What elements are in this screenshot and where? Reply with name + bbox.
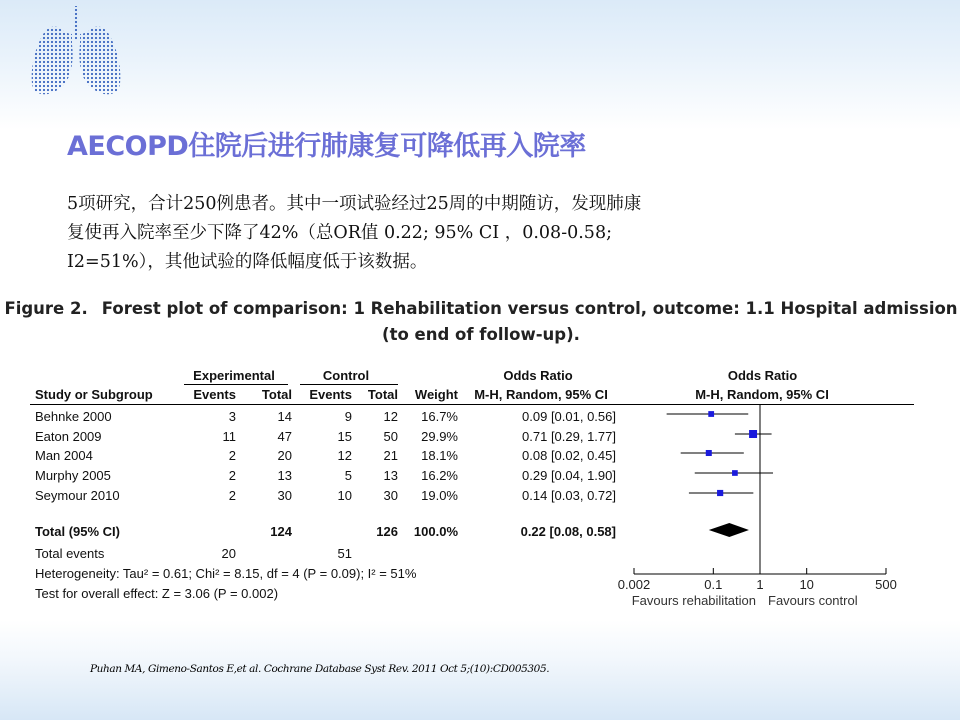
summary-line: I2=51%），其他试验的降低幅度低于该数据。 <box>67 252 428 272</box>
lungs-logo <box>26 4 126 100</box>
point-estimate-square <box>717 490 723 496</box>
group-header-control: Control <box>322 368 370 383</box>
group-header-odds-ratio: Odds Ratio <box>503 368 573 383</box>
exp-events: 2 <box>228 448 236 463</box>
summary-line: 5项研究，合计250例患者。其中一项试验经过25周的中期随访，发现肺康 <box>67 194 642 214</box>
study-name: Behnke 2000 <box>35 409 112 424</box>
weight: 16.7% <box>421 409 458 424</box>
exp-total: 14 <box>277 409 292 424</box>
exp-events: 2 <box>228 488 236 503</box>
x-tick-label: 10 <box>799 577 814 592</box>
x-tick-label: 0.1 <box>704 577 723 592</box>
col-header-exp-total: Total <box>261 387 292 402</box>
header-rule <box>300 384 398 385</box>
overall-effect-test: Test for overall effect: Z = 3.06 (P = 0.002) <box>35 586 279 601</box>
or-ci: 0.14 [0.03, 0.72] <box>522 488 616 503</box>
ctrl-events: 15 <box>337 429 352 444</box>
weight: 29.9% <box>421 429 458 444</box>
study-name: Eaton 2009 <box>35 429 102 444</box>
weight: 18.1% <box>421 448 458 463</box>
table-header-rule <box>30 404 914 405</box>
total-events-label: Total events <box>35 546 105 561</box>
study-name: Murphy 2005 <box>35 468 111 483</box>
total-or-ci: 0.22 [0.08, 0.58] <box>520 524 616 539</box>
point-estimate-square <box>706 450 712 456</box>
study-name: Seymour 2010 <box>35 488 120 503</box>
col-header-ctrl-total: Total <box>367 387 398 402</box>
weight: 16.2% <box>421 468 458 483</box>
x-tick-label: 1 <box>756 577 764 592</box>
group-header-odds-ratio-plot: Odds Ratio <box>727 368 798 383</box>
col-header-or-text: M-H, Random, 95% CI <box>474 387 608 402</box>
favours-right-label: Favours control <box>768 593 858 608</box>
group-header-experimental: Experimental <box>193 368 275 383</box>
exp-events: 3 <box>228 409 236 424</box>
figure-caption <box>4 296 958 348</box>
col-header-plot-subtitle: M-H, Random, 95% CI <box>695 387 829 402</box>
exp-events: 11 <box>222 429 236 444</box>
ctrl-total: 50 <box>383 429 398 444</box>
ctrl-total: 12 <box>383 409 398 424</box>
exp-total: 47 <box>277 429 292 444</box>
pooled-estimate-diamond <box>709 523 749 537</box>
or-ci: 0.09 [0.01, 0.56] <box>522 409 616 424</box>
exp-total: 30 <box>277 488 292 503</box>
figure-caption-text: Forest plot of comparison: 1 Rehabilitation versus control, outcome: 1.1 Hospital admission (to end of follow-up). <box>101 299 958 344</box>
or-ci: 0.29 [0.04, 1.90] <box>522 468 616 483</box>
citation: Puhan MA, Gimeno-Santos E,et al. Cochrane Database Syst Rev. 2011 Oct 5;(10):CD005305. <box>90 663 550 675</box>
study-name: Man 2004 <box>35 448 93 463</box>
ctrl-events: 5 <box>344 468 352 483</box>
exp-events: 2 <box>228 468 236 483</box>
header-rule <box>184 384 288 385</box>
total-events-ctrl: 51 <box>337 546 352 561</box>
point-estimate-square <box>749 430 757 438</box>
ctrl-events: 10 <box>337 488 352 503</box>
col-header-ctrl-events: Events <box>309 387 352 402</box>
col-header-study: Study or Subgroup <box>35 387 153 402</box>
ctrl-events: 12 <box>337 448 352 463</box>
heterogeneity-stats: Heterogeneity: Tau² = 0.61; Chi² = 8.15, df = 4 (P = 0.09); I² = 51% <box>35 566 417 581</box>
ctrl-events: 9 <box>344 409 352 424</box>
exp-total: 13 <box>277 468 292 483</box>
total-ctrl: 126 <box>376 524 398 539</box>
slide-title: AECOPD住院后进行肺康复可降低再入院率 <box>67 131 586 162</box>
total-events-exp: 20 <box>221 546 236 561</box>
ctrl-total: 13 <box>383 468 398 483</box>
figure-label: Figure 2. <box>4 299 88 318</box>
ctrl-total: 21 <box>383 448 398 463</box>
weight: 19.0% <box>421 488 458 503</box>
total-weight: 100.0% <box>413 524 458 539</box>
summary-line: 复使再入院率至少下降了42%（总OR值 0.22; 95% CI ，0.08-0.58; <box>67 223 612 243</box>
point-estimate-square <box>708 411 714 417</box>
x-tick-label: 0.002 <box>617 577 651 592</box>
x-tick-label: 500 <box>875 577 897 592</box>
col-header-exp-events: Events <box>193 387 236 402</box>
total-label: Total (95% CI) <box>35 524 120 539</box>
exp-total: 20 <box>277 448 292 463</box>
summary-text <box>67 190 867 277</box>
col-header-weight: Weight <box>414 387 458 402</box>
total-exp: 124 <box>270 524 292 539</box>
or-ci: 0.08 [0.02, 0.45] <box>522 448 616 463</box>
point-estimate-square <box>732 470 738 476</box>
ctrl-total: 30 <box>383 488 398 503</box>
or-ci: 0.71 [0.29, 1.77] <box>522 429 616 444</box>
favours-left-label: Favours rehabilitation <box>631 593 756 608</box>
